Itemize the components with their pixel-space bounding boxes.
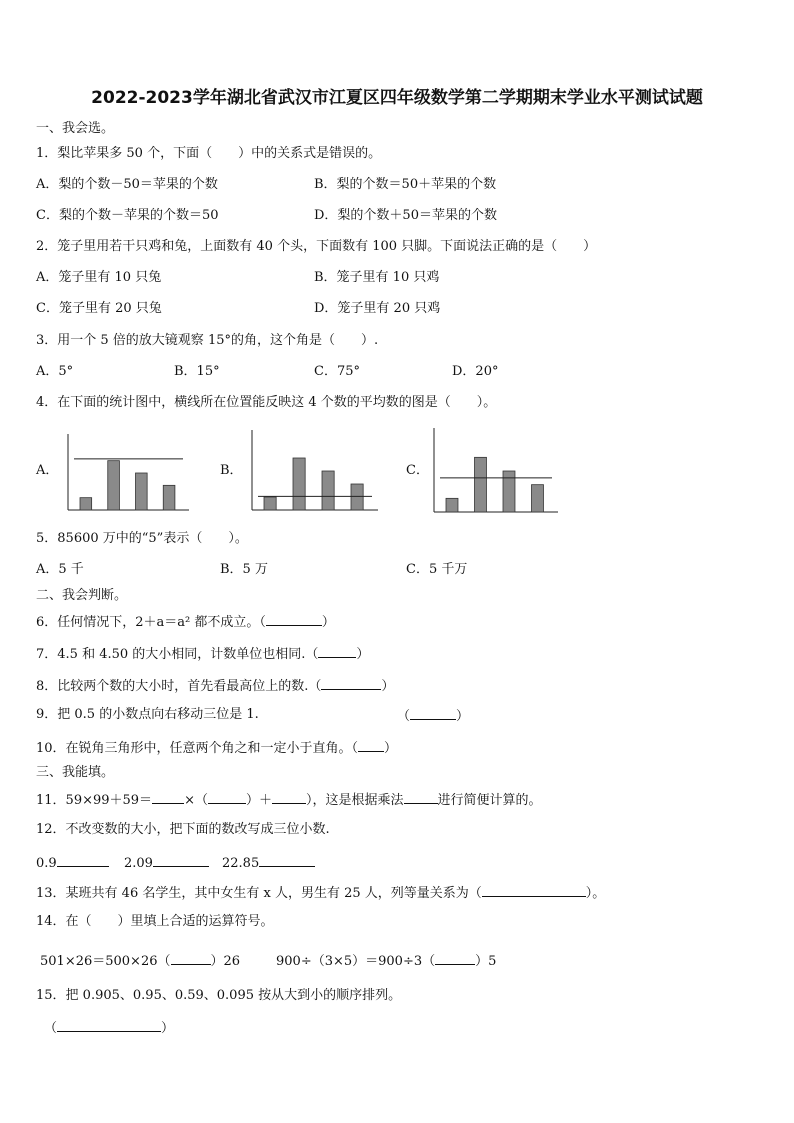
answer-blank-11a[interactable]: [152, 791, 184, 804]
question-14-expr-2-end: ）5: [475, 954, 497, 969]
question-9-end: ）: [456, 709, 470, 724]
question-6-end: ）: [321, 615, 335, 630]
answer-blank-14a[interactable]: [171, 952, 211, 965]
question-7-end: ）: [356, 647, 370, 662]
answer-blank-9[interactable]: [410, 707, 456, 720]
question-1-stem: 1．梨比苹果多 50 个，下面（ ）中的关系式是错误的。: [36, 146, 382, 161]
answer-blank-8[interactable]: [321, 677, 381, 690]
question-2-option-d[interactable]: D．笼子里有 20 只鸡: [314, 301, 441, 316]
question-15-open: （: [44, 1021, 58, 1036]
question-12-item-3: [222, 854, 315, 872]
answer-blank-15[interactable]: [57, 1019, 161, 1032]
question-14-expr-2-text: 900÷（3×5）＝900÷3（: [276, 954, 436, 969]
question-10-stem: 10．在锐角三角形中，任意两个角之和一定小于直角。（: [36, 741, 359, 756]
question-11-part-3: ）＋: [245, 793, 272, 808]
section-heading-1: 一、我会选。: [36, 121, 115, 136]
question-12-number-3: 22.85: [222, 856, 260, 871]
question-10-end: ）: [384, 741, 398, 756]
question-5-option-c[interactable]: C．5 千万: [406, 562, 468, 577]
answer-blank-11c[interactable]: [272, 791, 306, 804]
bar-b-2: [293, 458, 305, 510]
bar-chart-b: [250, 428, 380, 512]
question-11-part-5: 进行简便计算的。: [437, 793, 542, 808]
answer-blank-13[interactable]: [482, 884, 586, 897]
answer-blank-11b[interactable]: [208, 791, 246, 804]
question-4-option-a[interactable]: A．: [36, 463, 59, 478]
question-2-stem: 2．笼子里用若干只鸡和兔，上面数有 40 个头，下面数有 100 只脚。下面说法正确的是（ ）: [36, 239, 597, 254]
bar-b-4: [351, 484, 363, 510]
answer-blank-12b[interactable]: [153, 854, 209, 867]
question-12-stem: 12．不改变数的大小，把下面的数改写成三位小数.: [36, 822, 330, 837]
question-3-stem: 3．用一个 5 倍的放大镜观察 15°的角，这个角是（ ）.: [36, 333, 379, 348]
question-12-item-2: [124, 854, 209, 872]
question-4-option-b[interactable]: B．: [220, 463, 243, 478]
question-2-option-a[interactable]: A．笼子里有 10 只兔: [36, 270, 162, 285]
question-3-option-b[interactable]: B．15°: [174, 364, 220, 379]
question-11-part-4: ），这是根据乘法: [305, 793, 404, 808]
bar-b-3: [322, 471, 334, 510]
question-4-stem: 4．在下面的统计图中，横线所在位置能反映这 4 个数的平均数的图是（ ）。: [36, 395, 497, 410]
question-13-end: ）。: [585, 886, 606, 901]
section-heading-2: 二、我会判断。: [36, 588, 128, 603]
answer-blank-11d[interactable]: [404, 791, 438, 804]
question-15-stem: 15．把 0.905、0.95、0.59、0.095 按从大到小的顺序排列。: [36, 988, 402, 1003]
question-10: [36, 739, 397, 757]
question-15-end: ）: [161, 1021, 175, 1036]
question-3-option-a[interactable]: A．5°: [36, 364, 74, 379]
answer-blank-6[interactable]: [266, 613, 322, 626]
bar-a-2: [108, 461, 120, 510]
question-2-option-c[interactable]: C．笼子里有 20 只兔: [36, 301, 162, 316]
question-14-stem: 14．在（ ）里填上合适的运算符号。: [36, 914, 274, 929]
question-8-end: ）: [381, 679, 395, 694]
question-8-stem: 8．比较两个数的大小时，首先看最高位上的数.（: [36, 679, 322, 694]
question-6: [36, 613, 335, 631]
question-7-stem: 7．4.5 和 4.50 的大小相同，计数单位也相同.（: [36, 647, 319, 662]
question-1-option-b[interactable]: B．梨的个数＝50＋苹果的个数: [314, 177, 497, 192]
bar-chart-c: [432, 426, 560, 514]
answer-blank-12c[interactable]: [259, 854, 315, 867]
question-8: [36, 677, 394, 695]
question-6-stem: 6．任何情况下，2＋a＝a² 都不成立。（: [36, 615, 266, 630]
bar-a-3: [136, 473, 148, 510]
bar-a-1: [80, 498, 92, 510]
question-14-expr-1-end: ）26: [210, 954, 241, 969]
question-11: [36, 791, 542, 809]
question-9-answer: [397, 707, 469, 725]
bar-b-1: [264, 497, 276, 510]
question-2-option-b[interactable]: B．笼子里有 10 只鸡: [314, 270, 440, 285]
question-13-stem: 13．某班共有 46 名学生，其中女生有 x 人，男生有 25 人，列等量关系为（: [36, 886, 482, 901]
answer-blank-10[interactable]: [358, 739, 384, 752]
question-4-option-c[interactable]: C．: [406, 463, 429, 478]
question-14-expression-2: [276, 952, 496, 970]
question-5-option-b[interactable]: B．5 万: [220, 562, 268, 577]
question-9-open: （: [397, 709, 411, 724]
section-heading-3: 三、我能填。: [36, 765, 115, 780]
question-14-expression-1: [40, 952, 240, 970]
question-1-option-a[interactable]: A．梨的个数－50＝苹果的个数: [36, 177, 218, 192]
question-5-stem: 5．85600 万中的“5”表示（ ）。: [36, 531, 248, 546]
bar-c-1: [446, 498, 458, 512]
answer-blank-12a[interactable]: [57, 854, 109, 867]
question-11-part-1: 11．59×99＋59＝: [36, 793, 153, 808]
question-12-number-1: 0.9: [36, 856, 57, 871]
question-5-option-a[interactable]: A．5 千: [36, 562, 84, 577]
bar-c-4: [532, 485, 544, 512]
question-9-stem: 9．把 0.5 的小数点向右移动三位是 1.: [36, 707, 259, 722]
question-12-item-1: [36, 854, 109, 872]
question-11-part-2: ×（: [184, 793, 208, 808]
question-1-option-c[interactable]: C．梨的个数－苹果的个数＝50: [36, 208, 219, 223]
question-14-expr-1-text: 501×26＝500×26（: [40, 954, 171, 969]
question-15-answer: [44, 1019, 174, 1037]
answer-blank-7[interactable]: [318, 645, 356, 658]
bar-chart-a: [66, 432, 191, 512]
page-title: 2022-2023学年湖北省武汉市江夏区四年级数学第二学期期末学业水平测试试题: [91, 88, 703, 108]
bar-c-2: [475, 457, 487, 512]
question-3-option-d[interactable]: D．20°: [452, 364, 499, 379]
question-1-option-d[interactable]: D．梨的个数＋50＝苹果的个数: [314, 208, 497, 223]
bar-a-4: [163, 485, 175, 510]
question-13: [36, 884, 605, 902]
bar-c-3: [503, 471, 515, 512]
answer-blank-14b[interactable]: [435, 952, 475, 965]
question-12-number-2: 2.09: [124, 856, 153, 871]
question-3-option-c[interactable]: C．75°: [314, 364, 360, 379]
question-7: [36, 645, 369, 663]
